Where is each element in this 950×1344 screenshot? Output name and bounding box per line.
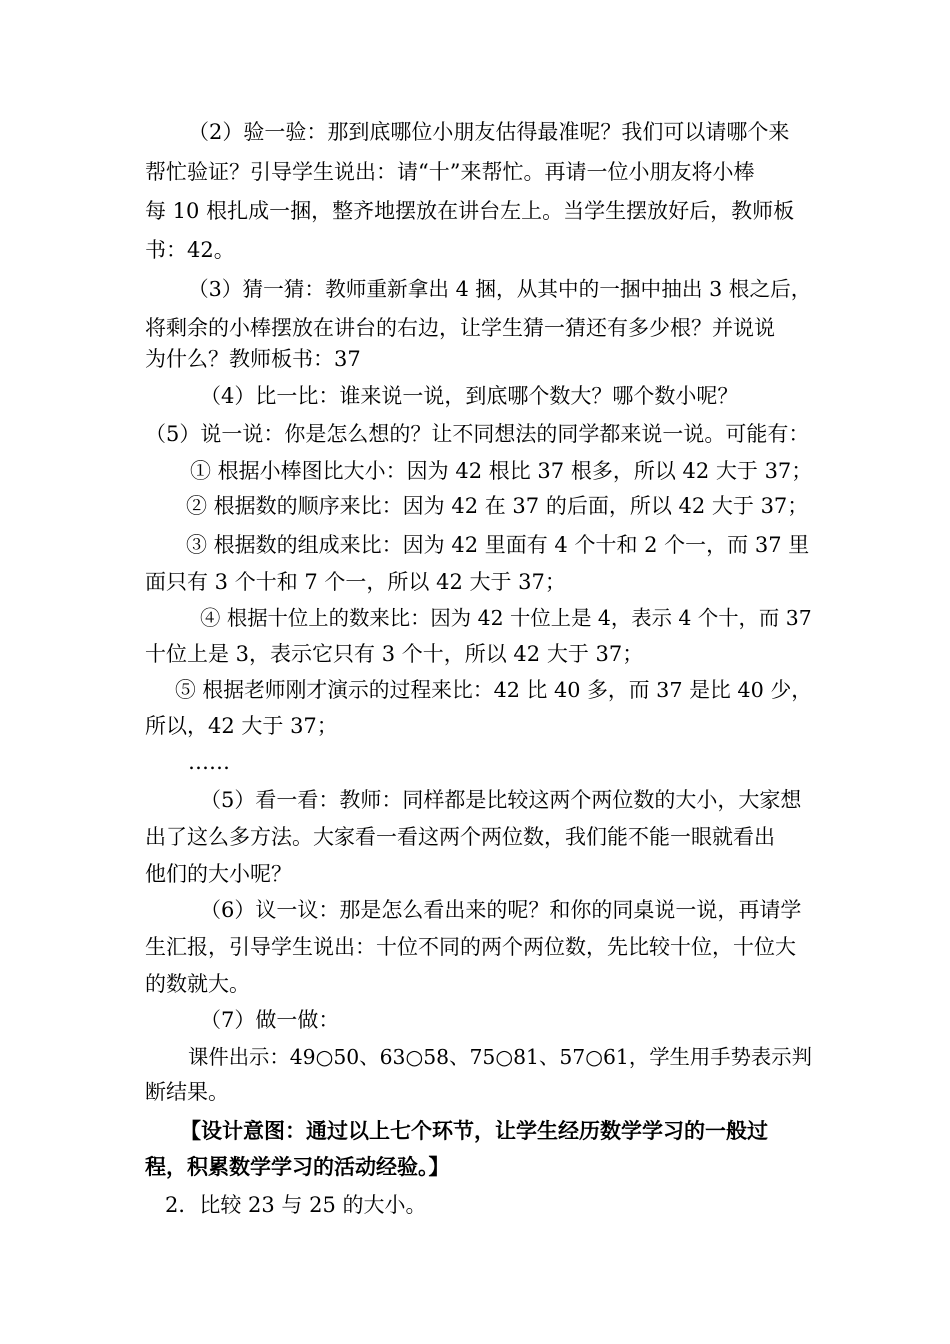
text-line: 面只有 3 个十和 7 个一，所以 42 大于 37；: [145, 570, 566, 594]
text-line: （5）看一看：教师：同样都是比较这两个两位数的大小，大家想: [200, 788, 802, 812]
text-line: 课件出示：49○50、63○58、75○81、57○61，学生用手势表示判: [188, 1045, 812, 1069]
text-line: 将剩余的小棒摆放在讲台的右边，让学生猜一猜还有多少根？并说说: [145, 316, 775, 340]
text-line: 的数就大。: [145, 972, 250, 996]
text-line: 出了这么多方法。大家看一看这两个两位数，我们能不能一眼就看出: [145, 825, 775, 849]
text-line: （2）验一验：那到底哪位小朋友估得最准呢？我们可以请哪个来: [188, 120, 790, 144]
text-line: 为什么？教师板书：37: [145, 347, 361, 371]
text-line: 生汇报，引导学生说出：十位不同的两个两位数，先比较十位，十位大: [145, 935, 796, 959]
text-line: ……: [188, 750, 230, 774]
text-line: （3）猜一猜：教师重新拿出 4 捆，从其中的一捆中抽出 3 根之后，: [188, 277, 812, 301]
text-line: 所以，42 大于 37；: [145, 714, 338, 738]
text-line: （5）说一说：你是怎么想的？让不同想法的同学都来说一说。可能有：: [145, 422, 810, 446]
text-line: 他们的大小呢？: [145, 862, 292, 886]
text-line: ① 根据小棒图比大小：因为 42 根比 37 根多，所以 42 大于 37；: [190, 459, 813, 483]
design-intent-line: 【设计意图：通过以上七个环节，让学生经历数学学习的一般过: [180, 1119, 768, 1143]
text-line: 十位上是 3，表示它只有 3 个十，所以 42 大于 37；: [145, 642, 644, 666]
text-line: 断结果。: [145, 1080, 229, 1104]
text-line: ⑤ 根据老师刚才演示的过程来比：42 比 40 多，而 37 是比 40 少，: [175, 678, 813, 702]
text-line: 帮忙验证？引导学生说出：请“十”来帮忙。再请一位小朋友将小棒: [145, 160, 755, 184]
text-line: ④ 根据十位上的数来比：因为 42 十位上是 4，表示 4 个十，而 37: [200, 606, 812, 630]
text-line: 书：42。: [145, 238, 235, 262]
design-intent-line: 程，积累数学学习的活动经验。】: [145, 1155, 450, 1179]
text-line: ② 根据数的顺序来比：因为 42 在 37 的后面，所以 42 大于 37；: [186, 494, 809, 518]
text-line: ③ 根据数的组成来比：因为 42 里面有 4 个十和 2 个一，而 37 里: [186, 533, 810, 557]
text-line: （7）做一做：: [200, 1008, 340, 1032]
text-line: （6）议一议：那是怎么看出来的呢？和你的同桌说一说，再请学: [200, 898, 802, 922]
text-line: 每 10 根扎成一捆，整齐地摆放在讲台左上。当学生摆放好后，教师板: [145, 199, 795, 223]
section-heading: 2．比较 23 与 25 的大小。: [165, 1193, 427, 1217]
text-line: （4）比一比：谁来说一说，到底哪个数大？哪个数小呢？: [200, 384, 739, 408]
